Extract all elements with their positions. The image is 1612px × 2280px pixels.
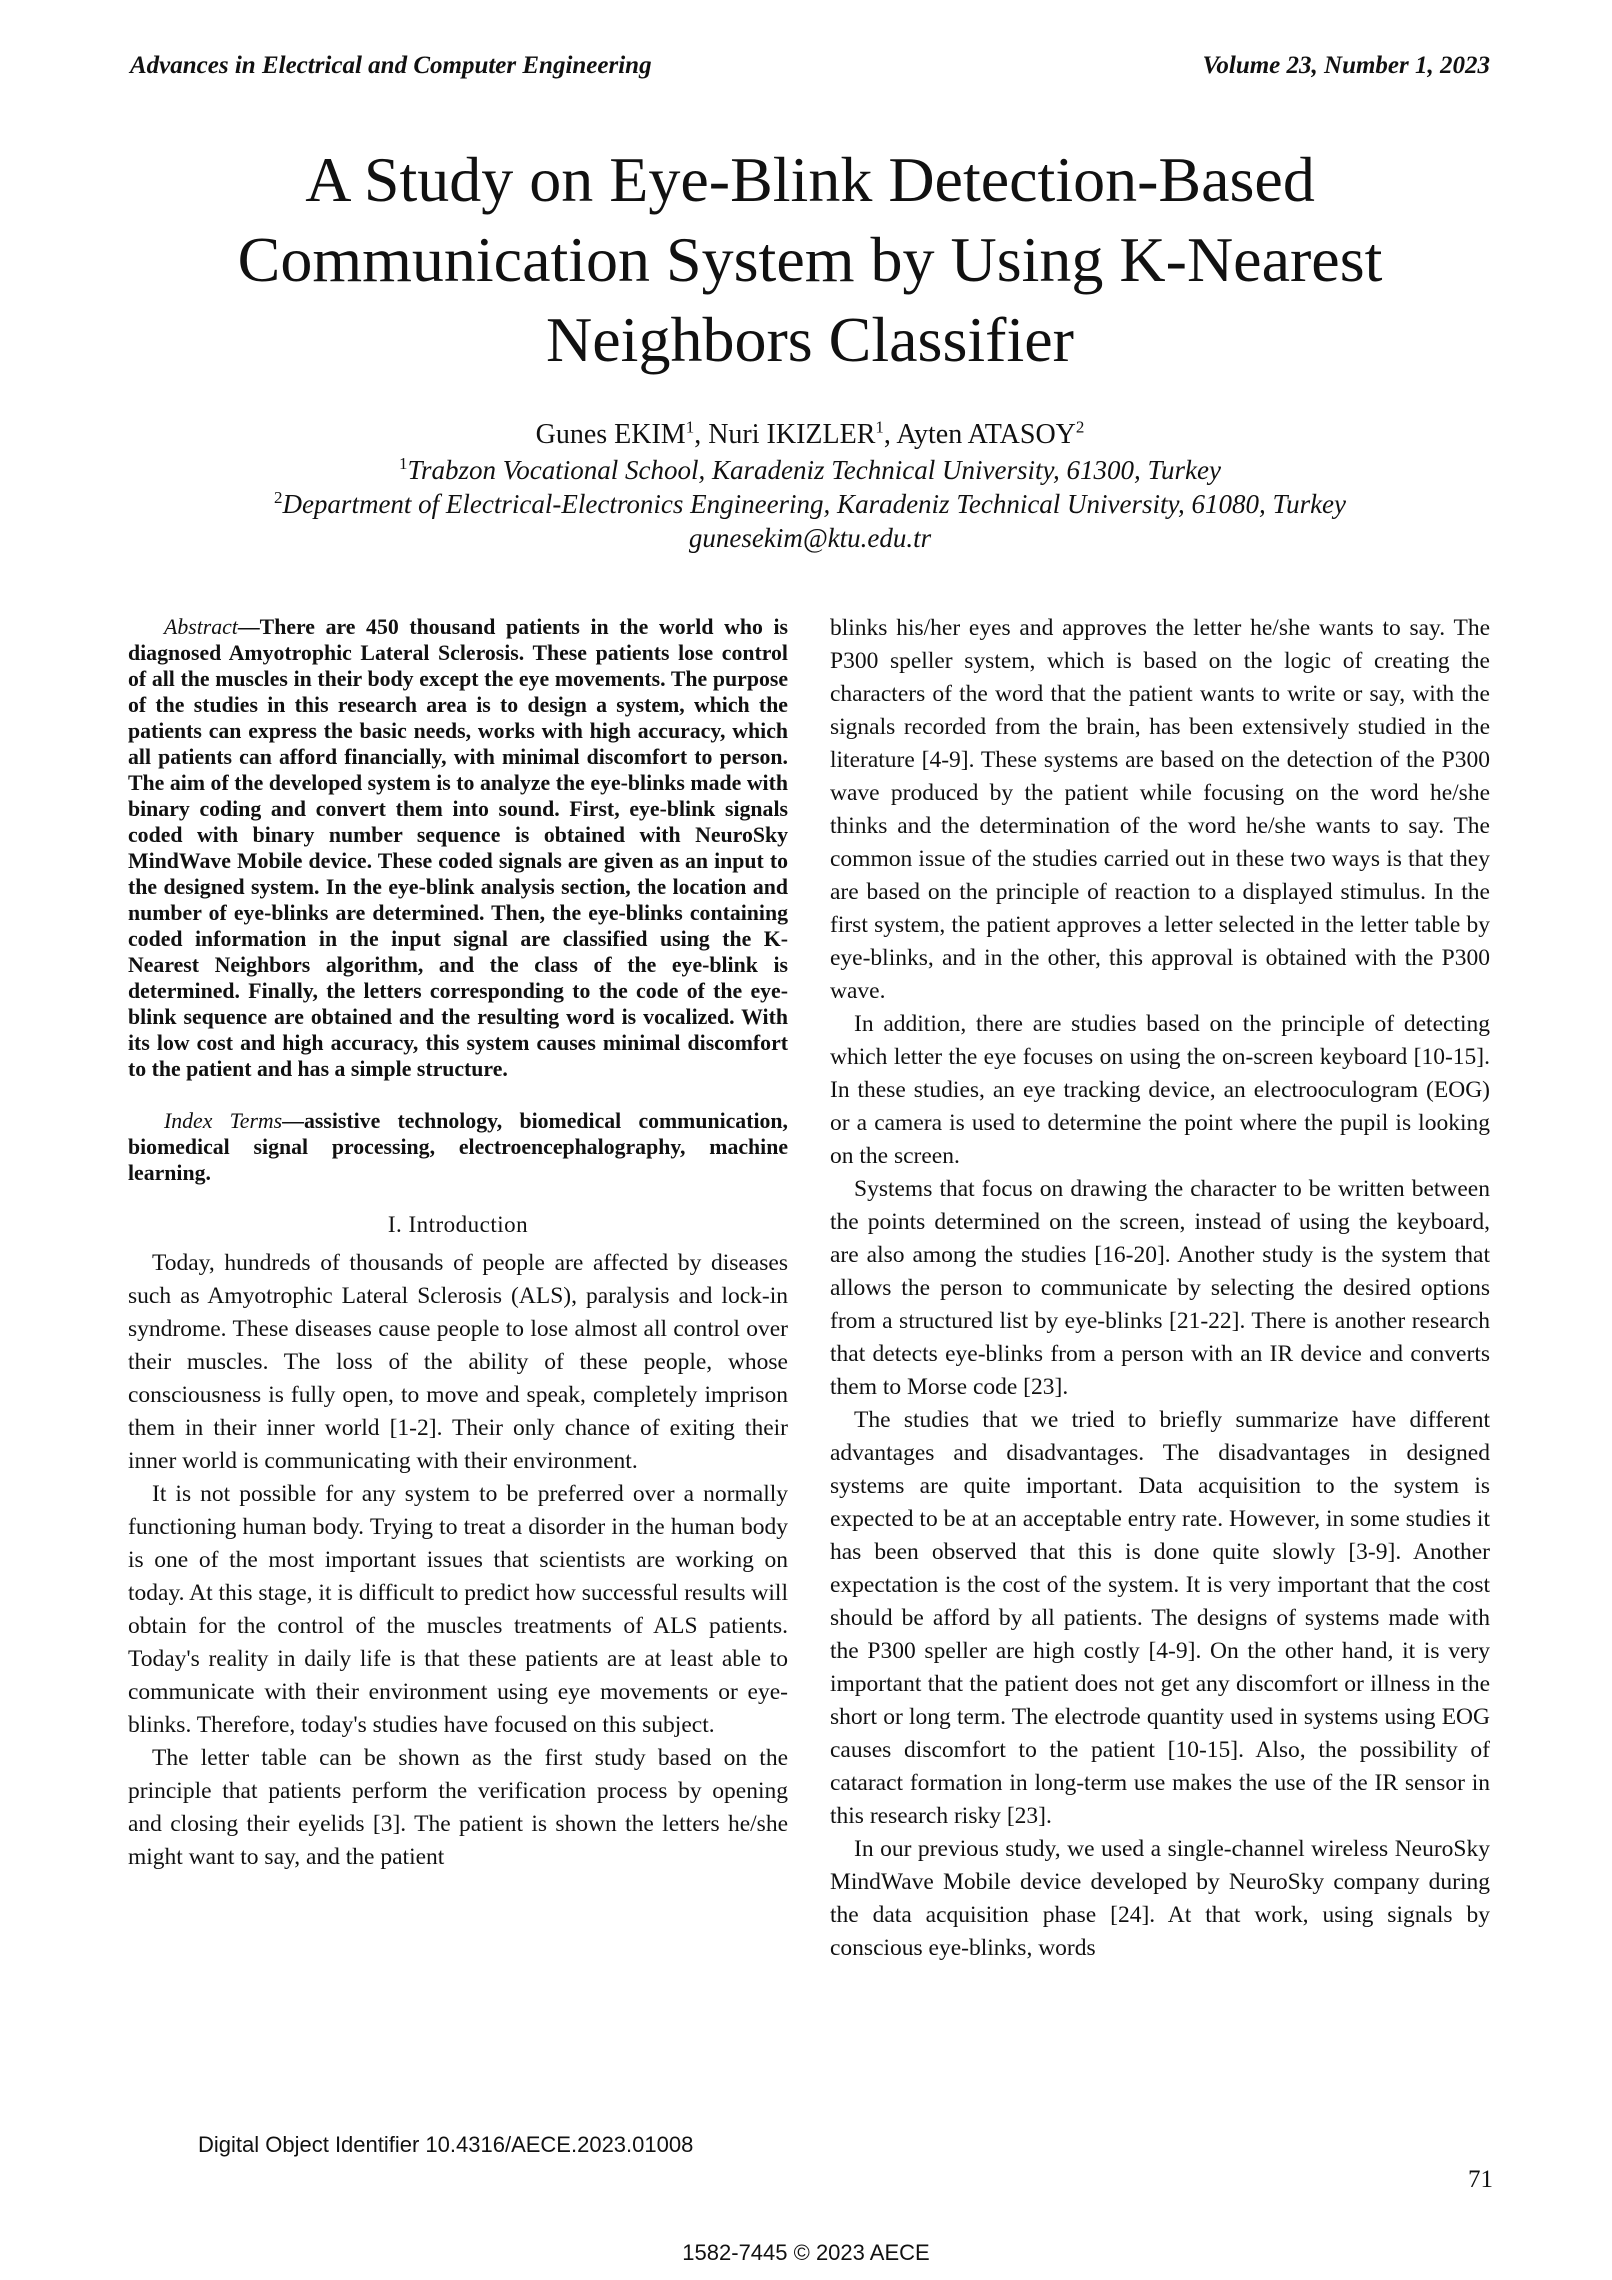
abstract-text: —There are 450 thousand patients in the world who is diagnosed Amyotrophic Lateral Sclerosis. These patients lose control of all the muscles in their body except the eye movements. The purpose of the studies in this research area is to design a system, which the patients can express the basic needs, works with high accuracy, which all patients can afford financially, with minimal discomfort to person. The aim of the developed system is to analyze the eye-blinks made with binary coding and convert them into sound. First, eye-blink signals coded with binary number sequence is obtained with NeuroSky MindWave Mobile device. These coded signals are given as an input to the designed system. In the eye-blink analysis section, the location and number of eye-blinks are determined. Then, the eye-blinks containing coded information in the input signal are classified using the K-Nearest Neighbors algorithm, and the class of the eye-blink is determined. Finally, the letters corresponding to the code of the eye-blink sequence are obtained and the resulting word is vocalized. With its low cost and high accuracy, this system causes minimal discomfort to the patient and has a simple structure. [128, 615, 788, 1081]
affiliation-text: Trabzon Vocational School, Karadeniz Technical University, 61300, Turkey [407, 455, 1221, 485]
author-list [130, 418, 1490, 452]
affiliation [130, 488, 1490, 521]
body-paragraph: blinks his/her eyes and approves the letter he/she wants to say. The P300 speller system, which is based on the logic of creating the characters of the word that the patient wants to write or say, with the signals recorded from the brain, has been extensively studied in the literature [4-9]. These systems are based on the detection of the P300 wave produced by the patient while focusing on the word he/she thinks and the determination of the word he/she wants to say. The common issue of the studies carried out in these two ways is that they are based on the principle of reaction to a displayed stimulus. In the first system, the patient approves a letter selected in the letter table by eye-blinks, and in the other, this approval is obtained with the P300 wave. [830, 615, 1490, 1004]
affiliation-text: Department of Electrical-Electronics Engineering, Karadeniz Technical University, 61080, Turkey [282, 489, 1347, 519]
affiliation-marker: 2 [273, 488, 283, 507]
author-separator: , [694, 419, 709, 450]
index-terms-label: Index Terms [164, 1109, 283, 1133]
author-name: Gunes EKIM [535, 419, 686, 450]
page-number: 71 [1468, 2166, 1493, 2193]
author-name: Nuri IKIZLER [708, 419, 876, 450]
body-paragraph: The studies that we tried to briefly summarize have different advantages and disadvantages. The disadvantages in designed systems are quite important. Data acquisition to the system is expected to be at an acceptable entry rate. However, in some studies it has been observed that this is done quite slowly [3-9]. Another expectation is the cost of the system. It is very important that the cost should be afford by all patients. The designs of systems made with the P300 speller are high costly [4-9]. On the other hand, it is very important that the patient does not get any discomfort or illness in the short or long term. The electrode quantity used in systems using EOG causes discomfort to the patient [10-15]. Also, the possibility of cataract formation in long-term use makes the use of the IR sensor in this research risky [23]. [830, 1407, 1490, 1829]
paper-title: A Study on Eye-Blink Detection-Based Communication System by Using K-Nearest Neighbors Classifier [237, 144, 1383, 375]
body-paragraph: In our previous study, we used a single-channel wireless NeuroSky MindWave Mobile device developed by NeuroSky company during the data acquisition phase [24]. At that work, using signals by conscious eye-blinks, words [830, 1836, 1490, 1961]
body-paragraph: It is not possible for any system to be preferred over a normally functioning human body. Trying to treat a disorder in the human body is one of the most important issues that scientists are working on today. At this stage, it is difficult to predict how successful results will obtain for the control of the muscles treatments of ALS patients. Today's reality in daily life is that these patients are at least able to communicate with their environment using eye movements or eye-blinks. Therefore, today's studies have focused on this subject. [128, 1481, 788, 1738]
abstract [128, 614, 788, 1082]
left-column [128, 614, 788, 1874]
author-affiliation-marker: 2 [1075, 417, 1085, 437]
index-terms-text: —assistive technology, biomedical communication, biomedical signal processing, electroencephalography, machine learning. [128, 1109, 788, 1185]
body-paragraph: In addition, there are studies based on the principle of detecting which letter the eye focuses on using the on-screen keyboard [10-15]. In these studies, an eye tracking device, an electrooculogram (EOG) or a camera is used to determine the point where the pupil is looking on the screen. [830, 1011, 1490, 1169]
author-name: Ayten ATASOY [896, 419, 1076, 450]
author-affiliation-marker: 1 [875, 417, 884, 437]
contact-email: gunesekim@ktu.edu.tr [688, 523, 932, 553]
journal-name: Advances in Electrical and Computer Engineering [130, 52, 652, 79]
right-column [830, 612, 1490, 1965]
author-affiliation-marker: 1 [685, 417, 695, 437]
body-paragraph: Systems that focus on drawing the character to be written between the points determined on the screen, instead of using the keyboard, are also among the studies [16-20]. Another study is the system that allows the person to communicate by selecting the desired options from a structured list by eye-blinks [21-22]. There is another research that detects eye-blinks from a person with an IR device and converts them to Morse code [23]. [830, 1176, 1490, 1400]
body-paragraph: The letter table can be shown as the first study based on the principle that patients perform the verification process by opening and closing their eyelids [3]. The patient is shown the letters he/she might want to say, and the patient [128, 1745, 788, 1870]
author-separator: , [883, 419, 897, 450]
volume-info: Volume 23, Number 1, 2023 [1202, 52, 1490, 79]
affiliation [130, 454, 1490, 487]
section-heading: I. Introduction [387, 1212, 529, 1237]
doi-footer: Digital Object Identifier 10.4316/AECE.2023.01008 [198, 2132, 694, 2157]
index-terms [128, 1108, 788, 1186]
abstract-label: Abstract [164, 615, 238, 639]
affiliation-marker: 1 [399, 454, 408, 473]
issn-footer: 1582-7445 © 2023 AECE [682, 2240, 930, 2265]
body-paragraph: Today, hundreds of thousands of people are affected by diseases such as Amyotrophic Lateral Sclerosis (ALS), paralysis and lock-in syndrome. These diseases cause people to lose almost all control over their muscles. The loss of the ability of these people, whose consciousness is fully open, to move and speak, completely imprison them in their inner world [1-2]. Their only chance of exiting their inner world is communicating with their environment. [128, 1250, 788, 1474]
